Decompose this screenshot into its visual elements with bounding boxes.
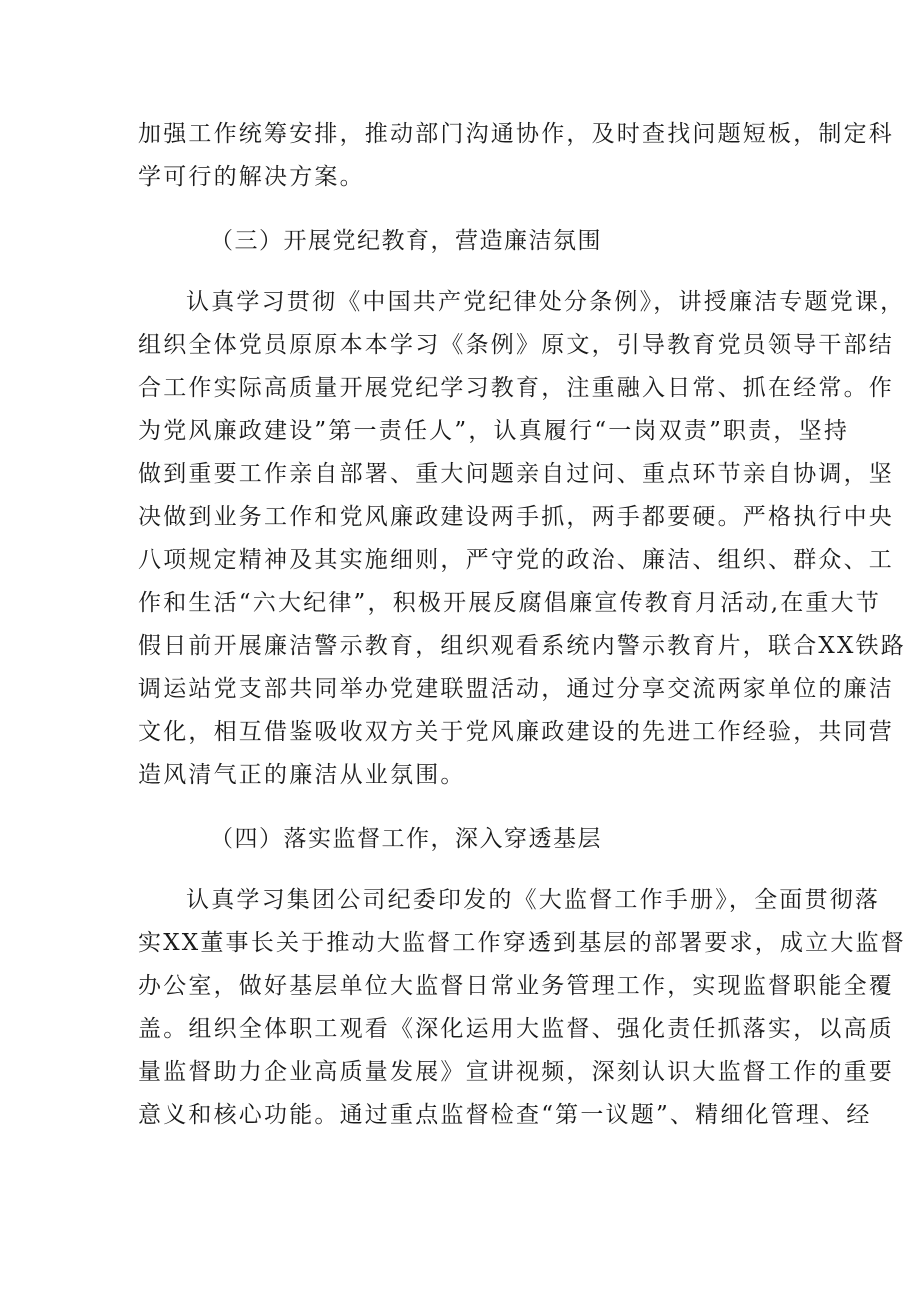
paragraph-3-line-4: 盖。组织全体职工观看《深化运用大监督、强化责任抓落实，以高质 xyxy=(138,1016,894,1042)
section-heading-4: （四）落实监督工作，深入穿透基层 xyxy=(210,826,602,852)
paragraph-1-line-2: 学可行的解决方案。 xyxy=(138,164,365,190)
paragraph-3-line-3: 办公室，做好基层单位大监督日常业务管理工作，实现监督职能全覆 xyxy=(138,973,894,999)
paragraph-3-line-6: 意义和核心功能。通过重点监督检查“第一议题”、精细化管理、经 xyxy=(138,1102,872,1128)
paragraph-2-line-6: 决做到业务工作和党风廉政建设两手抓，两手都要硬。严格执行中央 xyxy=(138,504,894,530)
paragraph-2-line-7: 八项规定精神及其实施细则，严守党的政治、廉洁、组织、群众、工 xyxy=(138,547,894,573)
paragraph-2-line-9: 假日前开展廉洁警示教育，组织观看系统内警示教育片，联合XX铁路 xyxy=(138,633,906,659)
paragraph-2-line-12: 造风清气正的廉洁从业氛围。 xyxy=(138,762,466,788)
paragraph-3-line-5: 量监督助力企业高质量发展》宣讲视频，深刻认识大监督工作的重要 xyxy=(138,1059,894,1085)
paragraph-1-line-1: 加强工作统筹安排，推动部门沟通协作，及时查找问题短板，制定科 xyxy=(138,121,894,147)
paragraph-3-line-2: 实XX董事长关于推动大监督工作穿透到基层的部署要求，成立大监督 xyxy=(138,930,906,956)
paragraph-2-line-8: 作和生活“六大纪律”，积极开展反腐倡廉宣传教育月活动,在重大节 xyxy=(138,590,882,616)
paragraph-2-line-10: 调运站党支部共同举办党建联盟活动，通过分享交流两家单位的廉洁 xyxy=(138,676,894,702)
paragraph-2-line-2: 组织全体党员原原本本学习《条例》原文，引导教育党员领导干部结 xyxy=(138,332,894,358)
section-heading-3: （三）开展党纪教育，营造廉洁氛围 xyxy=(210,228,602,254)
paragraph-2-line-11: 文化，相互借鉴吸收双方关于党风廉政建设的先进工作经验，共同营 xyxy=(138,719,894,745)
paragraph-3-line-1: 认真学习集团公司纪委印发的《大监督工作手册》，全面贯彻落 xyxy=(186,887,881,913)
paragraph-2-line-5: 做到重要工作亲自部署、重大问题亲自过问、重点环节亲自协调，坚 xyxy=(138,461,894,487)
paragraph-2-line-3: 合工作实际高质量开展党纪学习教育，注重融入日常、抓在经常。作 xyxy=(138,375,894,401)
paragraph-2-line-1: 认真学习贯彻《中国共产党纪律处分条例》，讲授廉洁专题党课， xyxy=(186,289,906,315)
paragraph-2-line-4: 为党风廉政建设”第一责任人”，认真履行“一岗双责”职责，坚持 xyxy=(138,418,850,444)
